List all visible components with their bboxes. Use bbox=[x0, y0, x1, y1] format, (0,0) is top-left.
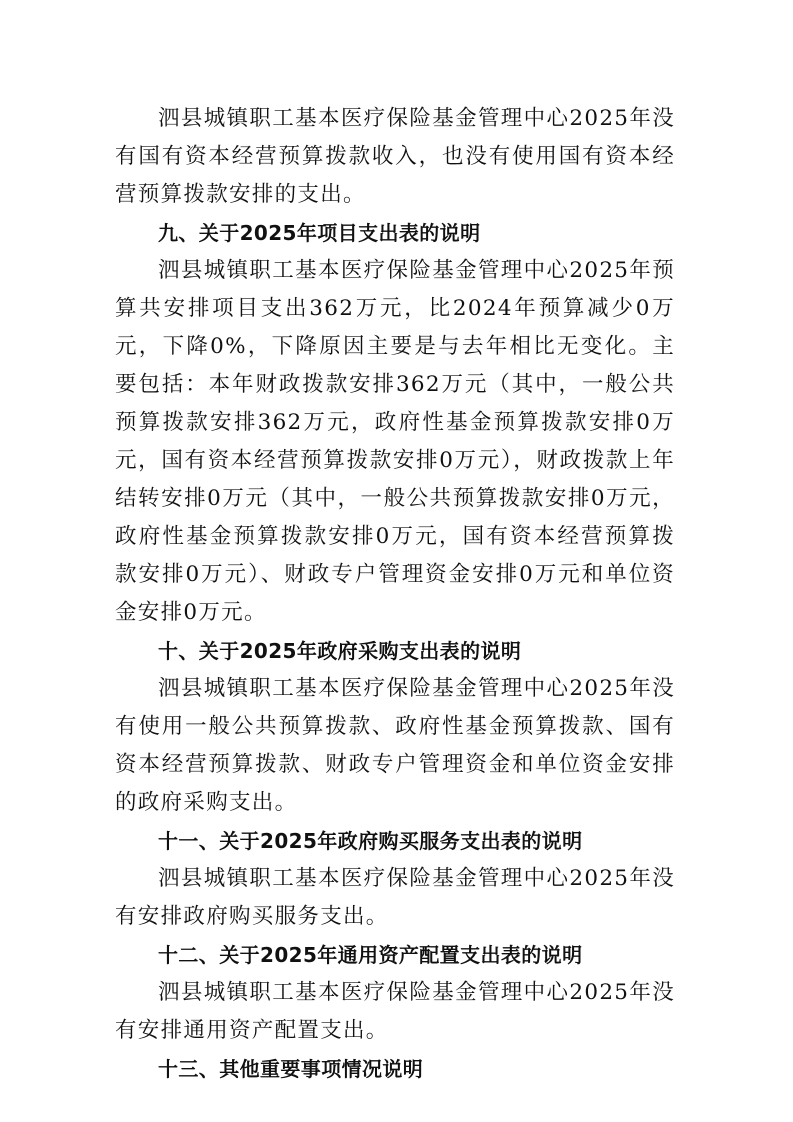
heading-other-important-matters: 十三、其他重要事项情况说明 bbox=[158, 1057, 424, 1081]
paragraph-project-expenditure: 泗县城镇职工基本医疗保险基金管理中心2025年预算共安排项目支出362万元，比2024年预算减少0万元，下降0%，下降原因主要是与去年相比无变化。主要包括：本年财政拨款安排362万元（其中，一般公共预算拨款安排362万元，政府性基金预算拨款安排0万元，国有资本经营预算拨款安排0万元），财政拨款上年结转安排0万元（其中，一般公共预算拨款安排0万元，政府性基金预算拨款安排0万元，国有资本经营预算拨款安排0万元）、财政专户管理资金安排0万元和单位资金安排0万元。 bbox=[115, 258, 675, 625]
document-body bbox=[115, 100, 675, 1088]
paragraph-government-purchased-services: 泗县城镇职工基本医疗保险基金管理中心2025年没有安排政府购买服务支出。 bbox=[115, 866, 675, 929]
heading-project-expenditure: 九、关于2025年项目支出表的说明 bbox=[158, 221, 481, 245]
heading-government-procurement: 十、关于2025年政府采购支出表的说明 bbox=[158, 639, 522, 663]
paragraph-general-asset-allocation: 泗县城镇职工基本医疗保险基金管理中心2025年没有安排通用资产配置支出。 bbox=[115, 980, 675, 1043]
heading-general-asset-allocation: 十二、关于2025年通用资产配置支出表的说明 bbox=[158, 943, 583, 967]
paragraph-state-capital-budget: 泗县城镇职工基本医疗保险基金管理中心2025年没有国有资本经营预算拨款收入，也没有使用国有资本经营预算拨款安排的支出。 bbox=[115, 106, 675, 207]
heading-government-purchased-services: 十一、关于2025年政府购买服务支出表的说明 bbox=[158, 829, 583, 853]
paragraph-government-procurement: 泗县城镇职工基本医疗保险基金管理中心2025年没有使用一般公共预算拨款、政府性基金预算拨款、国有资本经营预算拨款、财政专户管理资金和单位资金安排的政府采购支出。 bbox=[115, 676, 675, 815]
